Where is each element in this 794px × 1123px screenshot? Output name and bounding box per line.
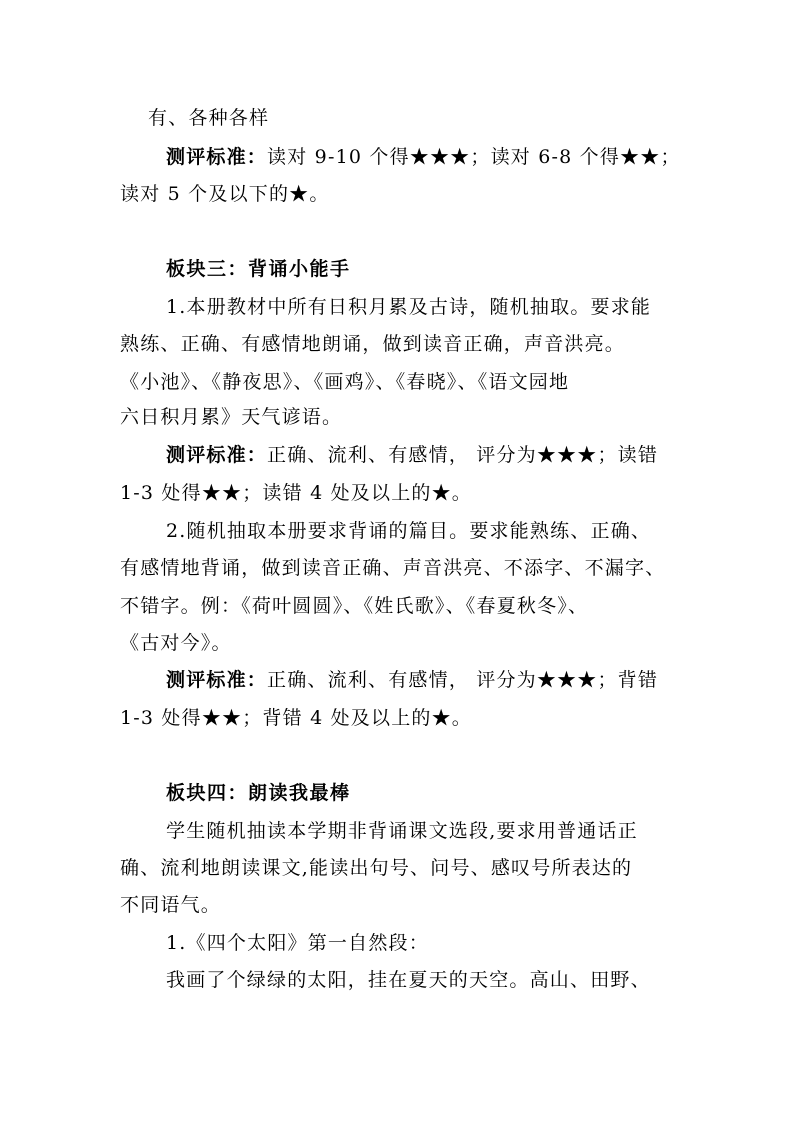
rule-text-continuation: 读对 5 个及以下的★。 (120, 183, 330, 205)
paragraph-line: 《古对今》。 (120, 632, 232, 654)
rule-text: 正确、流利、有感情， 评分为★★★；背错 (267, 669, 659, 691)
paragraph-line: 不同语气。 (120, 894, 222, 916)
rule-text-continuation: 1-3 处得★★；读错 4 处及以上的★。 (120, 482, 473, 504)
paragraph-line: 学生随机抽读本学期非背诵课文选段,要求用普通话正 (166, 820, 638, 842)
paragraph-line: 熟练、正确、有感情地朗诵，做到读音正确，声音洪亮。 (120, 333, 626, 355)
section-heading: 板块三：背诵小能手 (166, 258, 351, 280)
rule-label: 测评标准： (166, 444, 268, 466)
paragraph-line: 六日积月累》天气谚语。 (120, 406, 343, 428)
text-line: 有、各种各样 (148, 107, 270, 129)
item-title: 1.《四个太阳》第一自然段： (166, 932, 429, 954)
rule-text-continuation: 1-3 处得★★；背错 4 处及以上的★。 (120, 707, 473, 729)
rule-text: 读对 9-10 个得★★★；读对 6-8 个得★★； (267, 146, 681, 168)
paragraph-line: 1.本册教材中所有日积月累及古诗，随机抽取。要求能 (166, 296, 652, 318)
paragraph-line: 有感情地背诵，做到读音正确、声音洪亮、不添字、不漏字、 (120, 557, 666, 579)
paragraph-line: 《小池》、《静夜思》、《画鸡》、《春晓》、《语文园地 (120, 371, 570, 393)
evaluation-standard-line (166, 146, 681, 168)
paragraph-line: 我画了个绿绿的太阳，挂在夏天的天空。高山、田野、 (166, 969, 651, 991)
paragraph-line: 确、流利地朗读课文,能读出句号、问号、感叹号所表达的 (120, 857, 633, 879)
evaluation-standard-line (166, 444, 658, 466)
section-heading: 板块四：朗读我最棒 (166, 782, 351, 804)
evaluation-standard-line (166, 669, 658, 691)
rule-label: 测评标准： (166, 669, 268, 691)
rule-text: 正确、流利、有感情， 评分为★★★；读错 (267, 444, 659, 466)
rule-label: 测评标准： (166, 146, 268, 168)
paragraph-line: 不错字。例：《荷叶圆圆》、《姓氏歌》、《春夏秋冬》、 (120, 595, 589, 617)
paragraph-line: 2.随机抽取本册要求背诵的篇目。要求能熟练、正确、 (166, 520, 652, 542)
